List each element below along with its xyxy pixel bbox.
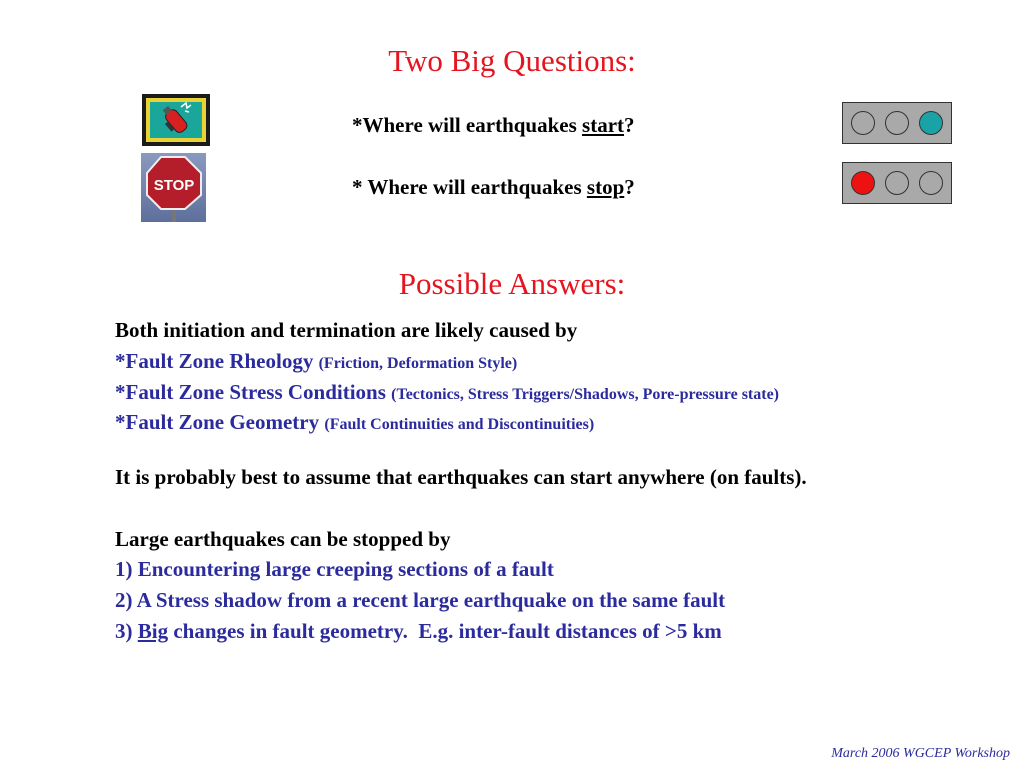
cause-detail: (Fault Continuities and Discontinuities): [324, 416, 595, 433]
stop-sign-text: STOP: [153, 177, 195, 194]
lamp-icon: [885, 171, 909, 195]
question-start-keyword: start: [582, 113, 625, 137]
question-stop-keyword: stop: [586, 175, 625, 199]
cause-detail: (Friction, Deformation Style): [318, 355, 518, 372]
stopping-item-3: [115, 619, 722, 644]
question-stop-prefix: * Where will earthquakes: [352, 175, 587, 199]
start-statement: It is probably best to assume that earthquakes can start anywhere (on faults).: [115, 465, 807, 489]
traffic-light-start: [842, 102, 952, 144]
item3-rest: changes in fault geometry. E.g. inter-fault distances of >5 km: [168, 619, 722, 643]
cause-detail: (Tectonics, Stress Triggers/Shadows, Pore-pressure state): [391, 386, 779, 403]
item3-prefix: 3): [115, 619, 138, 643]
traffic-light-stop: [842, 162, 952, 204]
fire-extinguisher-icon: [141, 93, 211, 152]
question-stop: [352, 175, 635, 200]
footer-text: March 2006 WGCEP Workshop: [831, 746, 1010, 761]
question-start-suffix: ?: [624, 113, 635, 137]
answers-title: Possible Answers:: [398, 266, 626, 301]
causes-intro: Both initiation and termination are likely caused by: [115, 318, 578, 342]
question-stop-suffix: ?: [624, 175, 635, 199]
cause-main: *Fault Zone Geometry: [115, 410, 320, 434]
cause-main: *Fault Zone Rheology: [115, 349, 314, 373]
cause-stress: [115, 380, 779, 405]
slide-title: Two Big Questions:: [388, 43, 636, 78]
stopping-item-2: 2) A Stress shadow from a recent large earthquake on the same fault: [115, 588, 726, 612]
cause-geometry: [115, 410, 594, 435]
stop-sign-icon: [141, 153, 206, 227]
lamp-icon: [919, 111, 943, 135]
stopping-item-1: 1) Encountering large creeping sections of a fault: [115, 557, 554, 581]
lamp-icon: [851, 171, 875, 195]
lamp-icon: [919, 171, 943, 195]
lamp-icon: [885, 111, 909, 135]
lamp-icon: [851, 111, 875, 135]
question-start-prefix: *Where will earthquakes: [352, 113, 583, 137]
cause-main: *Fault Zone Stress Conditions: [115, 380, 386, 404]
stopping-intro: Large earthquakes can be stopped by: [115, 527, 451, 551]
item3-underlined: Big: [137, 619, 169, 643]
question-start: [352, 113, 635, 138]
cause-rheology: [115, 349, 517, 374]
